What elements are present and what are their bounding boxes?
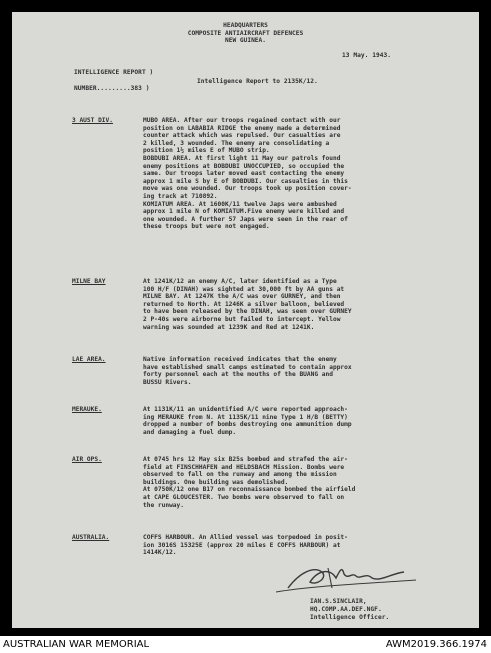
text-line: warning was sounded at 1239K and Red at 1241K. — [143, 323, 315, 331]
text-line: one wounded. A further 57 Japs were seen in the rear of — [143, 215, 348, 223]
section-heading-merauke: MERAUKE. — [72, 406, 102, 413]
text-line: ion 3016S 15325E (approx 20 miles E COFFS HARBOUR) at — [143, 541, 341, 549]
section-body-australia — [143, 534, 473, 557]
text-line: buildings. One building was demolished. — [143, 478, 289, 486]
text-line: 100 H/F (DINAH) was sighted at 30,000 ft by AA guns at — [143, 285, 345, 293]
text-line: ing MERAUKE from N. At 1135K/11 nine Type 1 H/B (BETTY) — [143, 413, 348, 421]
text-line: position on LABABIA RIDGE the enemy made a determined — [143, 124, 341, 132]
text-line: ing track at 710892. — [143, 192, 218, 200]
text-line: 2 killed, 3 wounded. The enemy are consolidating a — [143, 139, 330, 147]
header-line-2: COMPOSITE ANTIAIRCRAFT DEFENCES — [187, 29, 304, 37]
signature-title: Intelligence Officer. — [310, 614, 390, 621]
archive-reference: AWM2019.366.1974 — [385, 639, 487, 650]
text-line: approx 1 mile N of KOMIATUM.Five enemy were killed and — [143, 208, 345, 216]
text-line: MUBO AREA. After our troops regained contact with our — [143, 117, 341, 124]
text-line: returned to North. At 1246K a silver balloon, believed — [143, 300, 345, 308]
text-line: counter attack which was repulsed. Our casualties are — [143, 132, 341, 140]
text-line: At 0745 hrs 12 May six B25s bombed and strafed the air- — [143, 456, 348, 463]
text-line: field at FINSCHHAFEN and HELDSBACH Mission. Bombs were — [143, 463, 345, 471]
document-page — [12, 12, 479, 628]
section-body-air-ops — [143, 456, 473, 509]
text-line: 2 P-40s were airborne but failed to intercept. Yellow — [143, 315, 341, 323]
text-line: At 1131K/11 an unidentified A/C were reported approach- — [143, 406, 348, 413]
text-line: these troops but were not engaged. — [143, 223, 270, 231]
archive-footer — [0, 636, 491, 653]
section-heading-australia: AUSTRALIA. — [72, 534, 110, 541]
report-date: 13 May. 1943. — [342, 52, 392, 59]
section-body-lae-area — [143, 356, 473, 386]
text-line: Native information received indicates that the enemy — [143, 356, 337, 363]
text-line: have established small camps estimated to contain approx — [143, 363, 352, 371]
text-line: KOMIATUM AREA. At 1600K/11 twelve Japs were ambushed — [143, 200, 337, 208]
text-line: 1414K/12. — [143, 549, 177, 557]
text-line: the runway. — [143, 501, 184, 509]
text-line: MILNE BAY. At 1247K the A/C was over GURNEY, and then — [143, 293, 341, 301]
text-line: forty personnel each at the mouths of the BUANG and — [143, 371, 333, 379]
section-heading-3-aust-div: 3 AUST DIV. — [72, 117, 113, 124]
text-line: observed to fall on the runway and among the mission — [143, 471, 337, 479]
report-label-1: INTELLIGENCE REPORT ) — [74, 69, 154, 76]
archive-name: AUSTRALIAN WAR MEMORIAL — [3, 639, 150, 650]
signature-unit: HQ.COMP.AA.DEF.NGF. — [310, 606, 382, 613]
section-heading-milne-bay: MILNE BAY — [72, 278, 106, 285]
report-title: Intelligence Report to 2135K/12. — [197, 78, 318, 85]
text-line: position 1½ miles E of MUBO strip. — [143, 147, 270, 155]
handwritten-signature — [270, 560, 420, 596]
report-label-2: NUMBER.........383 ) — [74, 85, 150, 92]
text-line: and damaging a fuel dump. — [143, 428, 237, 436]
text-line: approx 1 mile S by E of BOBDUBI. Our casualties in this — [143, 177, 348, 185]
text-line: to have been released by the DINAH, was seen over GURNEY — [143, 308, 352, 316]
section-body-3-aust-div — [143, 117, 473, 231]
section-body-milne-bay — [143, 278, 473, 331]
text-line: same. Our troops later moved east contacting the enemy — [143, 170, 345, 178]
header-line-3: NEW GUINEA. — [225, 37, 266, 45]
text-line: BUSSU Rivers. — [143, 378, 192, 386]
text-line: move was one wounded. Our troops took up position cover- — [143, 185, 352, 193]
text-line: BOBDUBI AREA. At first light 11 May our patrols found — [143, 154, 341, 162]
section-heading-air-ops: AIR OPS. — [72, 456, 102, 463]
text-line: dropped a number of bombs destroying one ammunition dump — [143, 421, 352, 429]
signature-name: IAN.S.SINCLAIR, — [310, 598, 367, 605]
text-line: at CAPE GLOUCESTER. Two bombs were observed to fall on — [143, 493, 345, 501]
section-body-merauke — [143, 406, 473, 436]
text-line: At 1241K/12 an enemy A/C, later identified as a Type — [143, 278, 337, 285]
text-line: enemy positions at BOBDUBI UNOCCUPIED, so occupied the — [143, 162, 345, 170]
text-line: At 0750K/12 one B17 on reconnaissance bombed the airfield — [143, 486, 356, 494]
section-heading-lae-area: LAE AREA. — [72, 356, 106, 363]
header-line-1: HEADQUARTERS — [223, 22, 268, 29]
text-line: COFFS HARBOUR. An Allied vessel was torpedoed in posit- — [143, 534, 348, 541]
